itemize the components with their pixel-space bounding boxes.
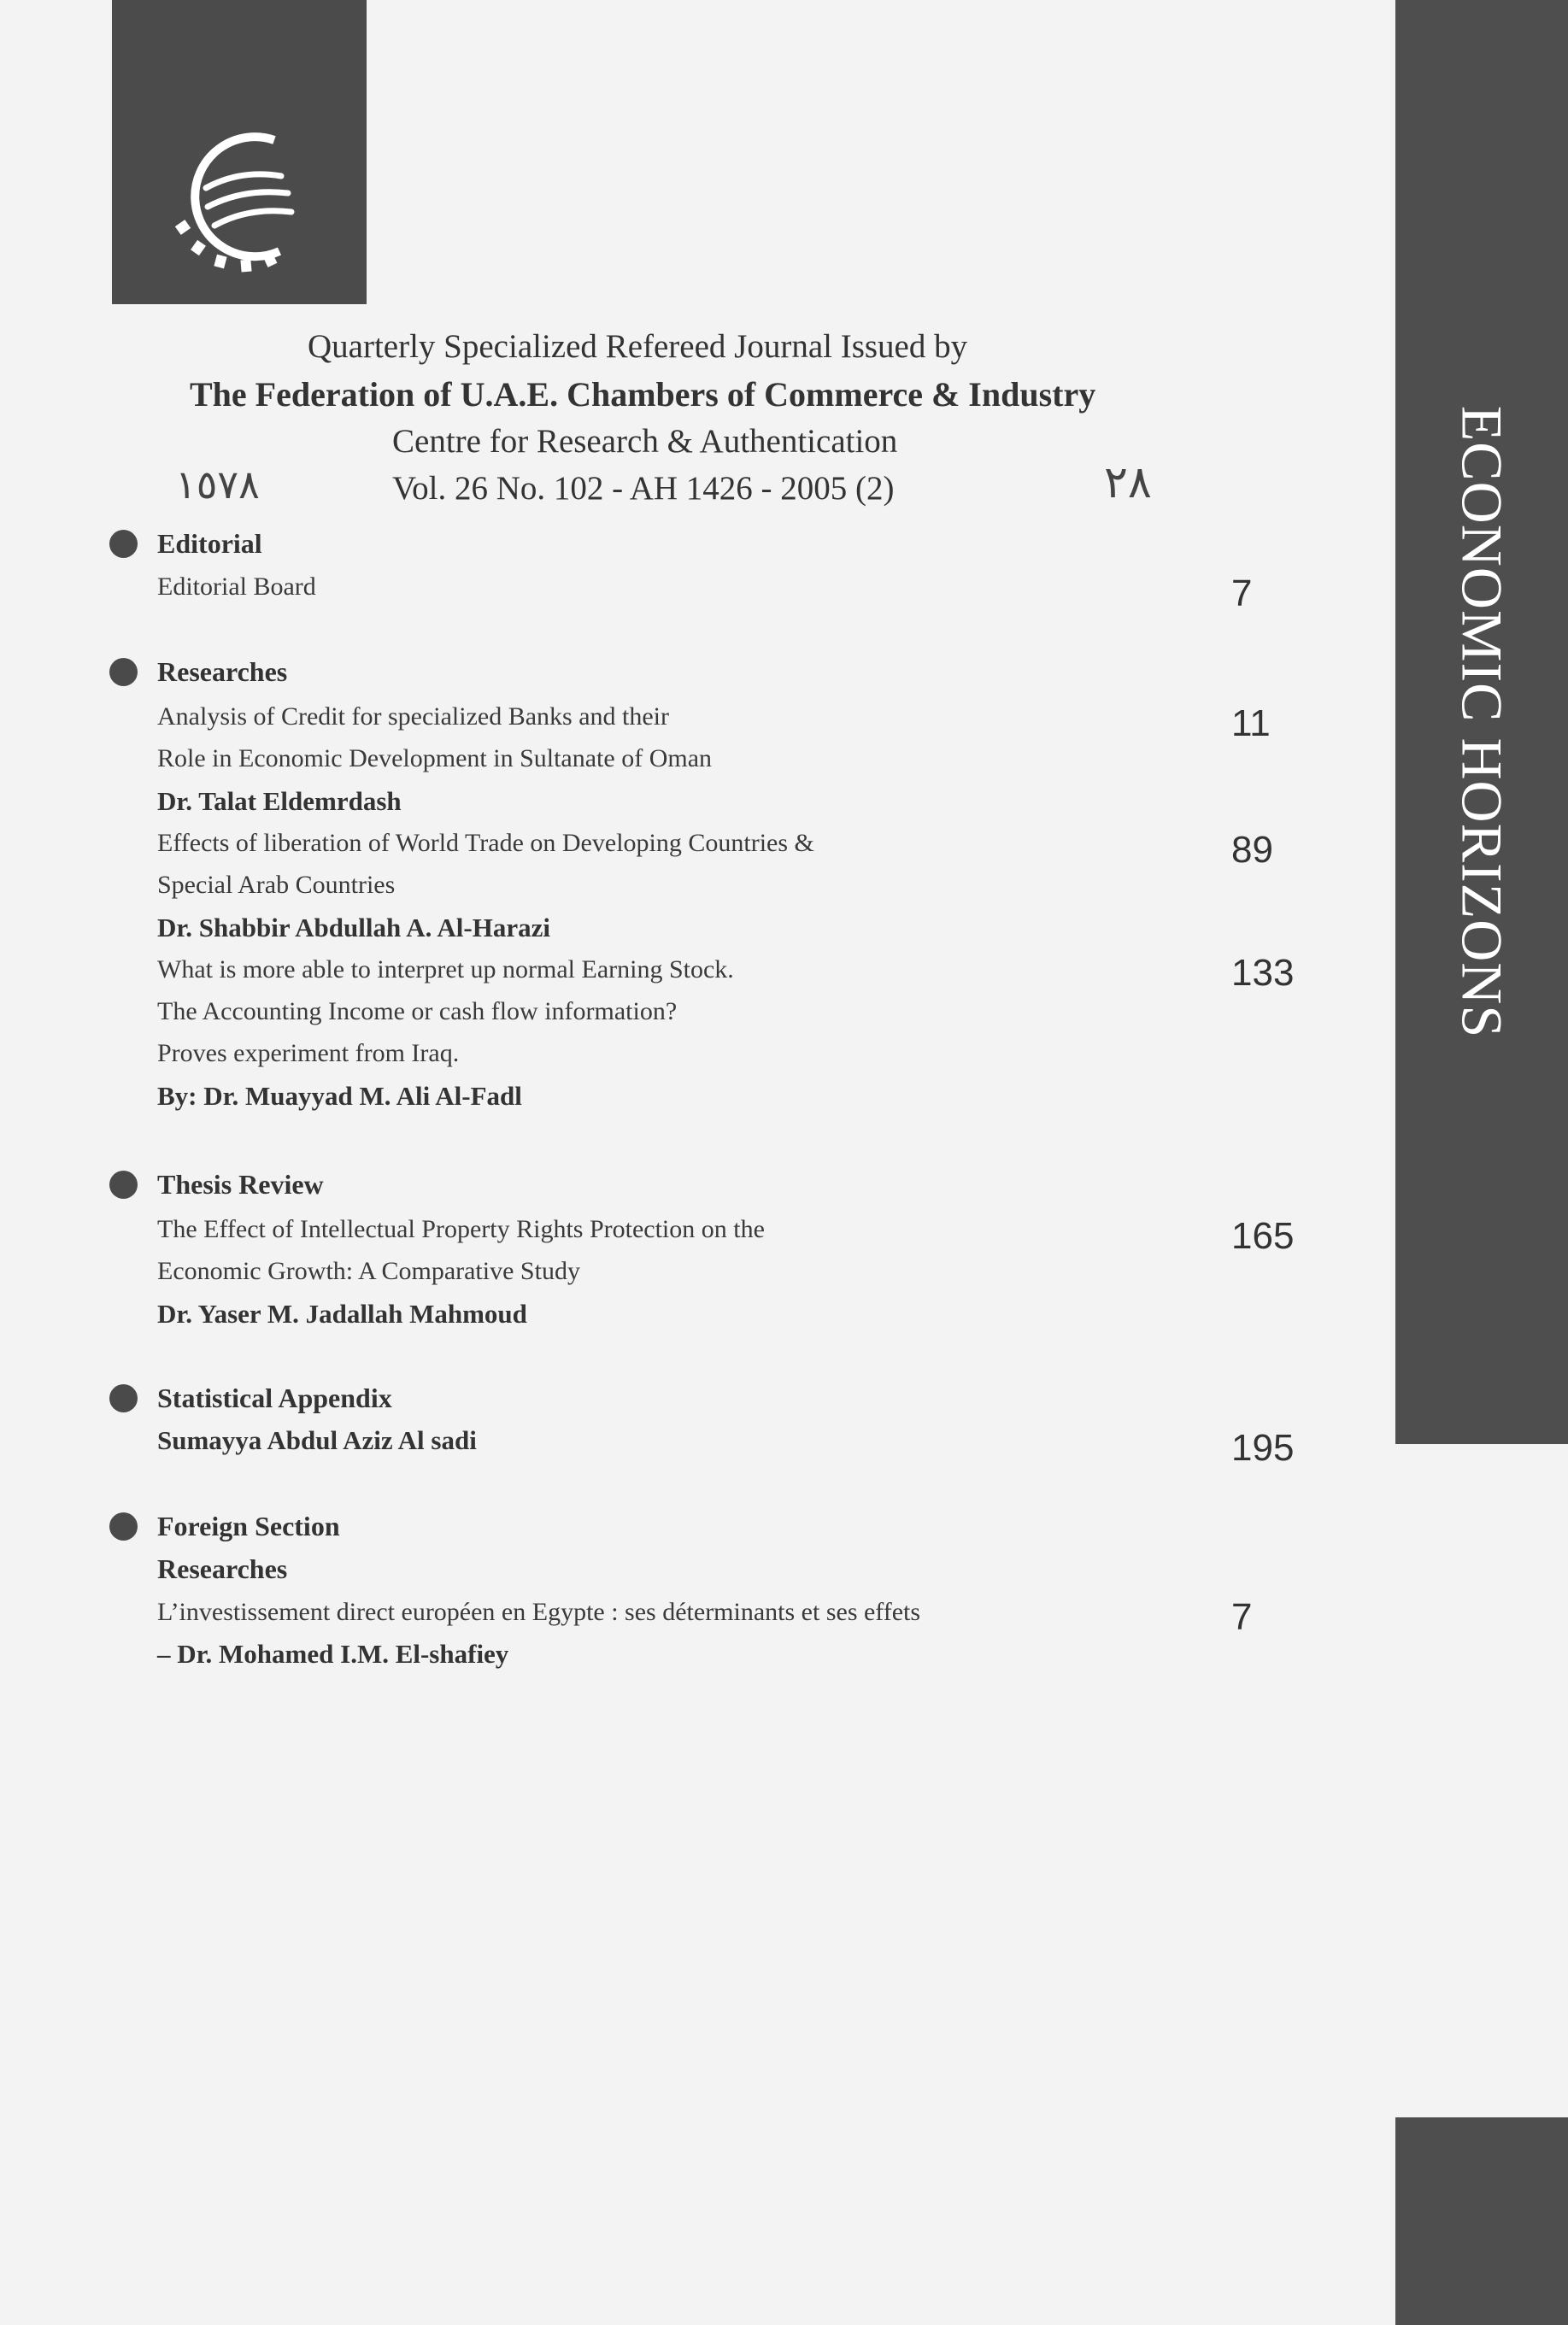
federation-name: The Federation of U.A.E. Chambers of Commerce & Industry xyxy=(190,375,1096,414)
page-number: 7 xyxy=(1231,1596,1253,1638)
toc-line: Editorial Board xyxy=(157,572,316,601)
toc-line: Economic Growth: A Comparative Study xyxy=(157,1257,580,1285)
toc-line: Effects of liberation of World Trade on Developing Countries & xyxy=(157,829,814,857)
bullet-icon xyxy=(109,1384,138,1412)
section-title: Thesis Review xyxy=(157,1169,324,1200)
article-author: Dr. Talat Eldemrdash xyxy=(157,786,402,816)
volume-info: Vol. 26 No. 102 - AH 1426 - 2005 (2) xyxy=(392,470,895,507)
toc-line: Role in Economic Development in Sultanate of Oman xyxy=(157,744,713,772)
section-title: Statistical Appendix xyxy=(157,1383,392,1413)
bullet-icon xyxy=(109,1512,138,1541)
page-number: 7 xyxy=(1231,572,1253,614)
logo-block xyxy=(112,0,367,304)
centre-name: Centre for Research & Authentication xyxy=(392,423,898,460)
page-number: 165 xyxy=(1231,1215,1295,1257)
side-band-bottom xyxy=(1395,2117,1568,2325)
handwritten-note-right: ٢٨ xyxy=(1104,457,1152,508)
toc-line: Special Arab Countries xyxy=(157,871,396,899)
handwritten-note-left: ١٥٧٨ xyxy=(175,461,260,508)
page-number: 133 xyxy=(1231,952,1295,994)
toc-line: What is more able to interpret up normal Earning Stock. xyxy=(157,955,734,983)
toc-line: The Effect of Intellectual Property Rights Protection on the xyxy=(157,1215,765,1243)
journal-side-title: ECONOMIC HORIZONS xyxy=(1449,405,1515,1039)
section-title: Editorial xyxy=(157,528,262,559)
article-author: Sumayya Abdul Aziz Al sadi xyxy=(157,1425,477,1455)
article-author: Dr. Shabbir Abdullah A. Al-Harazi xyxy=(157,913,550,942)
bullet-icon xyxy=(109,530,138,558)
chamber-gear-logo-icon xyxy=(172,128,308,273)
article-author: Dr. Yaser M. Jadallah Mahmoud xyxy=(157,1299,527,1329)
toc-line: Proves experiment from Iraq. xyxy=(157,1039,460,1067)
toc-line: The Accounting Income or cash flow information? xyxy=(157,997,678,1025)
bullet-icon xyxy=(109,1171,138,1199)
page-number: 195 xyxy=(1231,1427,1295,1469)
toc-line: Analysis of Credit for specialized Banks and their xyxy=(157,702,670,731)
bullet-icon xyxy=(109,658,138,686)
page-number: 11 xyxy=(1231,702,1271,744)
page-number: 89 xyxy=(1231,829,1273,871)
section-subtitle: Researches xyxy=(157,1553,288,1584)
article-author: – Dr. Mohamed I.M. El-shafiey xyxy=(157,1639,509,1669)
article-author: By: Dr. Muayyad M. Ali Al-Fadl xyxy=(157,1081,522,1111)
section-title: Researches xyxy=(157,656,288,687)
section-title: Foreign Section xyxy=(157,1511,340,1541)
toc-line: L’investissement direct européen en Egypte : ses déterminants et ses effets xyxy=(157,1598,921,1626)
issued-by-line: Quarterly Specialized Refereed Journal Issued by xyxy=(308,328,968,365)
